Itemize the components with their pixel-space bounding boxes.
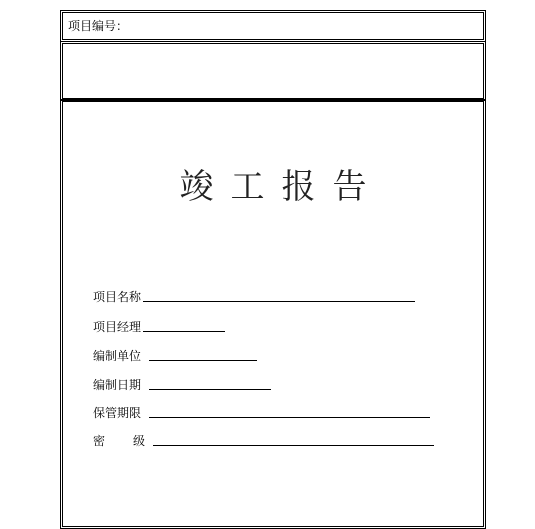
compiled-by-field — [93, 347, 257, 363]
compiled-date-field — [93, 376, 271, 392]
project-manager-blank[interactable] — [143, 331, 225, 332]
project-number-row — [60, 10, 486, 42]
secret-level-char-2: 级 — [132, 434, 145, 448]
project-manager-field — [93, 318, 225, 334]
project-manager-label: 项目经理 — [93, 320, 142, 334]
compiled-date-blank[interactable] — [149, 389, 271, 390]
secret-level-field — [93, 432, 434, 448]
retention-period-field — [93, 404, 430, 420]
retention-period-label: 保管期限 — [93, 406, 142, 420]
compiled-by-label: 编制单位 — [93, 349, 142, 363]
project-name-blank[interactable] — [143, 301, 415, 302]
secret-level-blank[interactable] — [153, 445, 434, 446]
secret-level-char-1: 密 — [93, 434, 106, 448]
secret-level-label — [93, 434, 145, 448]
project-number-label: 项目编号： — [68, 19, 129, 33]
retention-period-blank[interactable] — [149, 417, 430, 418]
project-name-field — [93, 288, 415, 304]
cover-page — [60, 99, 486, 529]
compiled-by-blank[interactable] — [149, 360, 257, 361]
document-title: 竣工报告 — [179, 167, 384, 207]
blank-header-box — [60, 41, 486, 101]
compiled-date-label: 编制日期 — [93, 378, 142, 392]
project-name-label: 项目名称 — [93, 290, 142, 304]
